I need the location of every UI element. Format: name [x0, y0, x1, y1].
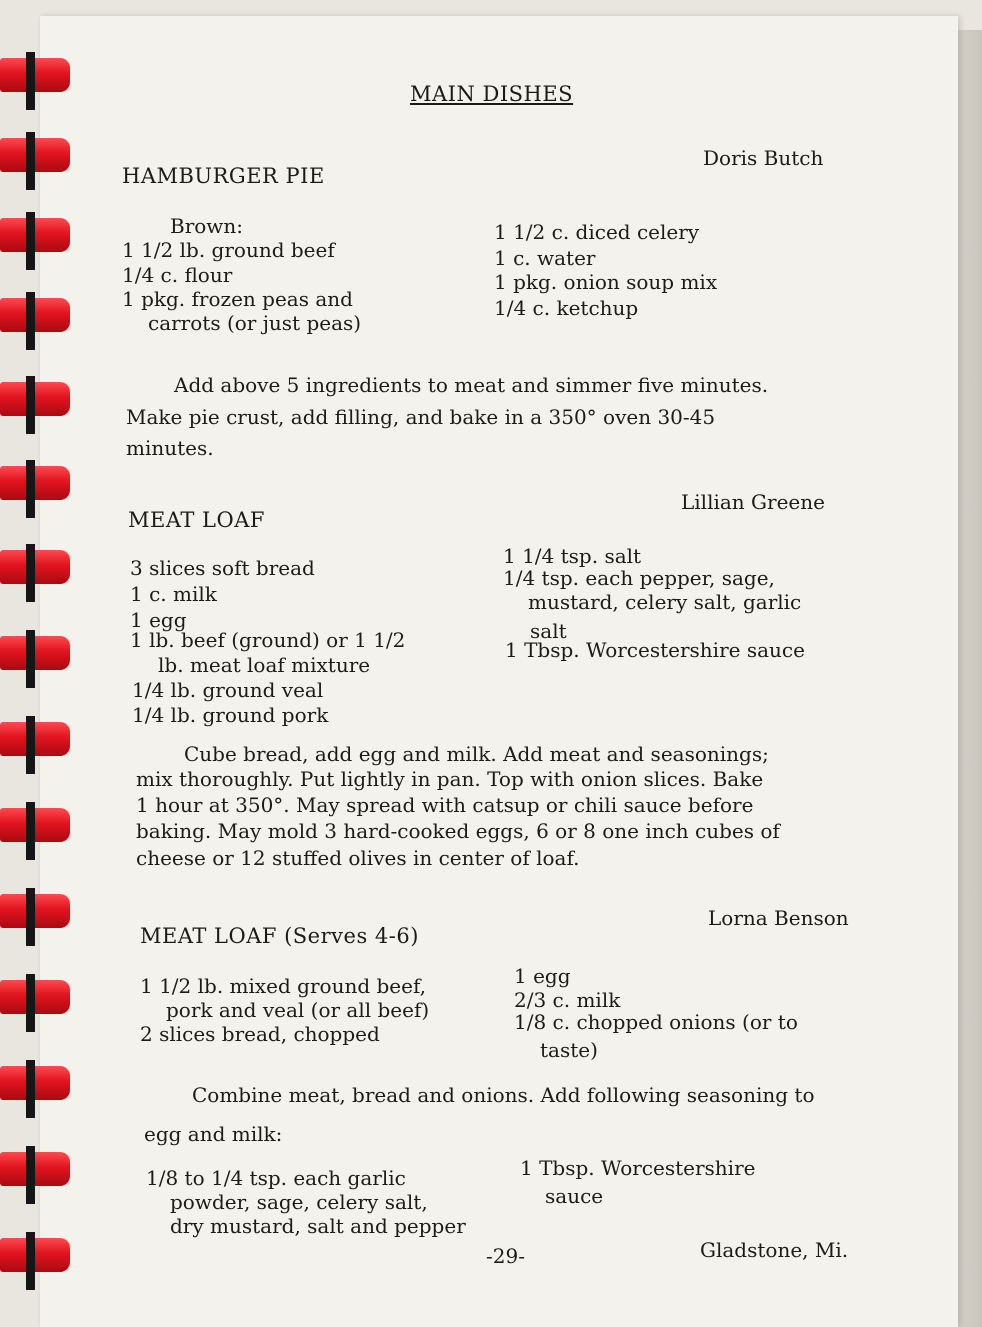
ingredient-line: 1 egg [130, 608, 187, 632]
ingredient-line: 1/8 c. chopped onions (or to [514, 1010, 798, 1034]
direction-line: Make pie crust, add filling, and bake in a 350° oven 30-45 [126, 405, 716, 429]
binding-ring [0, 544, 100, 588]
ingredient-line: salt [530, 619, 567, 643]
binding-ring [0, 52, 100, 96]
direction-line: baking. May mold 3 hard-cooked eggs, 6 or 8 one inch cubes of [136, 819, 780, 843]
ingredient-line: 2 slices bread, chopped [140, 1022, 380, 1046]
direction-line: Add above 5 ingredients to meat and simmer five minutes. [174, 373, 769, 397]
seasoning-line: 1/8 to 1/4 tsp. each garlic [146, 1166, 406, 1190]
ingredient-line: taste) [540, 1038, 598, 1062]
binding-ring [0, 802, 100, 846]
ingredient-line: 1 c. milk [130, 582, 217, 606]
direction-line: minutes. [126, 436, 214, 460]
seasoning-line: dry mustard, salt and pepper [170, 1214, 466, 1238]
recipe-title: MEAT LOAF (Serves 4-6) [140, 924, 419, 948]
ingredient-line: 1/4 lb. ground pork [132, 703, 329, 727]
ingredient-line: 1/4 c. flour [122, 263, 233, 287]
direction-line: mix thoroughly. Put lightly in pan. Top with onion slices. Bake [136, 767, 764, 791]
recipe-author: Lorna Benson [708, 906, 849, 930]
binding-ring [0, 376, 100, 420]
binding-ring [0, 630, 100, 674]
ingredient-line: 1 egg [514, 964, 571, 988]
ingredient-line: 1/4 c. ketchup [494, 296, 639, 320]
recipe-title: HAMBURGER PIE [122, 164, 325, 188]
ingredient-line: 1 lb. beef (ground) or 1 1/2 [130, 628, 406, 652]
ingredient-line: 1 1/2 lb. mixed ground beef, [140, 974, 427, 998]
ingredient-line: pork and veal (or all beef) [166, 998, 430, 1022]
binding-ring [0, 1146, 100, 1190]
location-label: Gladstone, Mi. [700, 1238, 849, 1262]
ingredient-line: 1 c. water [494, 246, 596, 270]
ingredient-line: lb. meat loaf mixture [158, 653, 371, 677]
ingredient-line: 1 1/2 c. diced celery [494, 220, 700, 244]
ingredient-line: 1 pkg. onion soup mix [494, 270, 718, 294]
binding-ring [0, 1060, 100, 1104]
ingredient-line: Brown: [170, 214, 244, 238]
binding-ring [0, 212, 100, 256]
ingredient-line: 1 1/4 tsp. salt [503, 544, 642, 568]
direction-line: Cube bread, add egg and milk. Add meat and seasonings; [184, 742, 769, 766]
recipe-author: Lillian Greene [681, 490, 825, 514]
ingredient-line: mustard, celery salt, garlic [528, 590, 802, 614]
direction-line: egg and milk: [144, 1122, 283, 1146]
page-title: MAIN DISHES [410, 82, 574, 106]
ingredient-line: 3 slices soft bread [130, 556, 315, 580]
ingredient-line: 1/4 tsp. each pepper, sage, [503, 566, 775, 590]
seasoning-line: powder, sage, celery salt, [170, 1190, 428, 1214]
binding-ring [0, 132, 100, 176]
binding-ring [0, 974, 100, 1018]
seasoning-line: 1 Tbsp. Worcestershire [520, 1156, 756, 1180]
ingredient-line: 1/4 lb. ground veal [132, 678, 324, 702]
ingredient-line: carrots (or just peas) [148, 311, 362, 335]
recipe-author: Doris Butch [703, 146, 824, 170]
direction-line: 1 hour at 350°. May spread with catsup or chili sauce before [136, 793, 754, 817]
direction-line: Combine meat, bread and onions. Add following seasoning to [192, 1083, 815, 1107]
recipe-title: MEAT LOAF [128, 508, 265, 532]
ingredient-line: 1 Tbsp. Worcestershire sauce [505, 638, 805, 662]
page-number: -29- [486, 1244, 525, 1268]
binding-ring [0, 460, 100, 504]
spiral-binding [0, 40, 110, 1327]
binding-ring [0, 292, 100, 336]
ingredient-line: 1 1/2 lb. ground beef [122, 238, 335, 262]
binding-ring [0, 1232, 100, 1276]
binding-ring [0, 716, 100, 760]
ingredient-line: 2/3 c. milk [514, 988, 621, 1012]
binding-ring [0, 888, 100, 932]
direction-line: cheese or 12 stuffed olives in center of loaf. [136, 846, 580, 870]
ingredient-line: 1 pkg. frozen peas and [122, 287, 353, 311]
seasoning-line: sauce [545, 1184, 604, 1208]
